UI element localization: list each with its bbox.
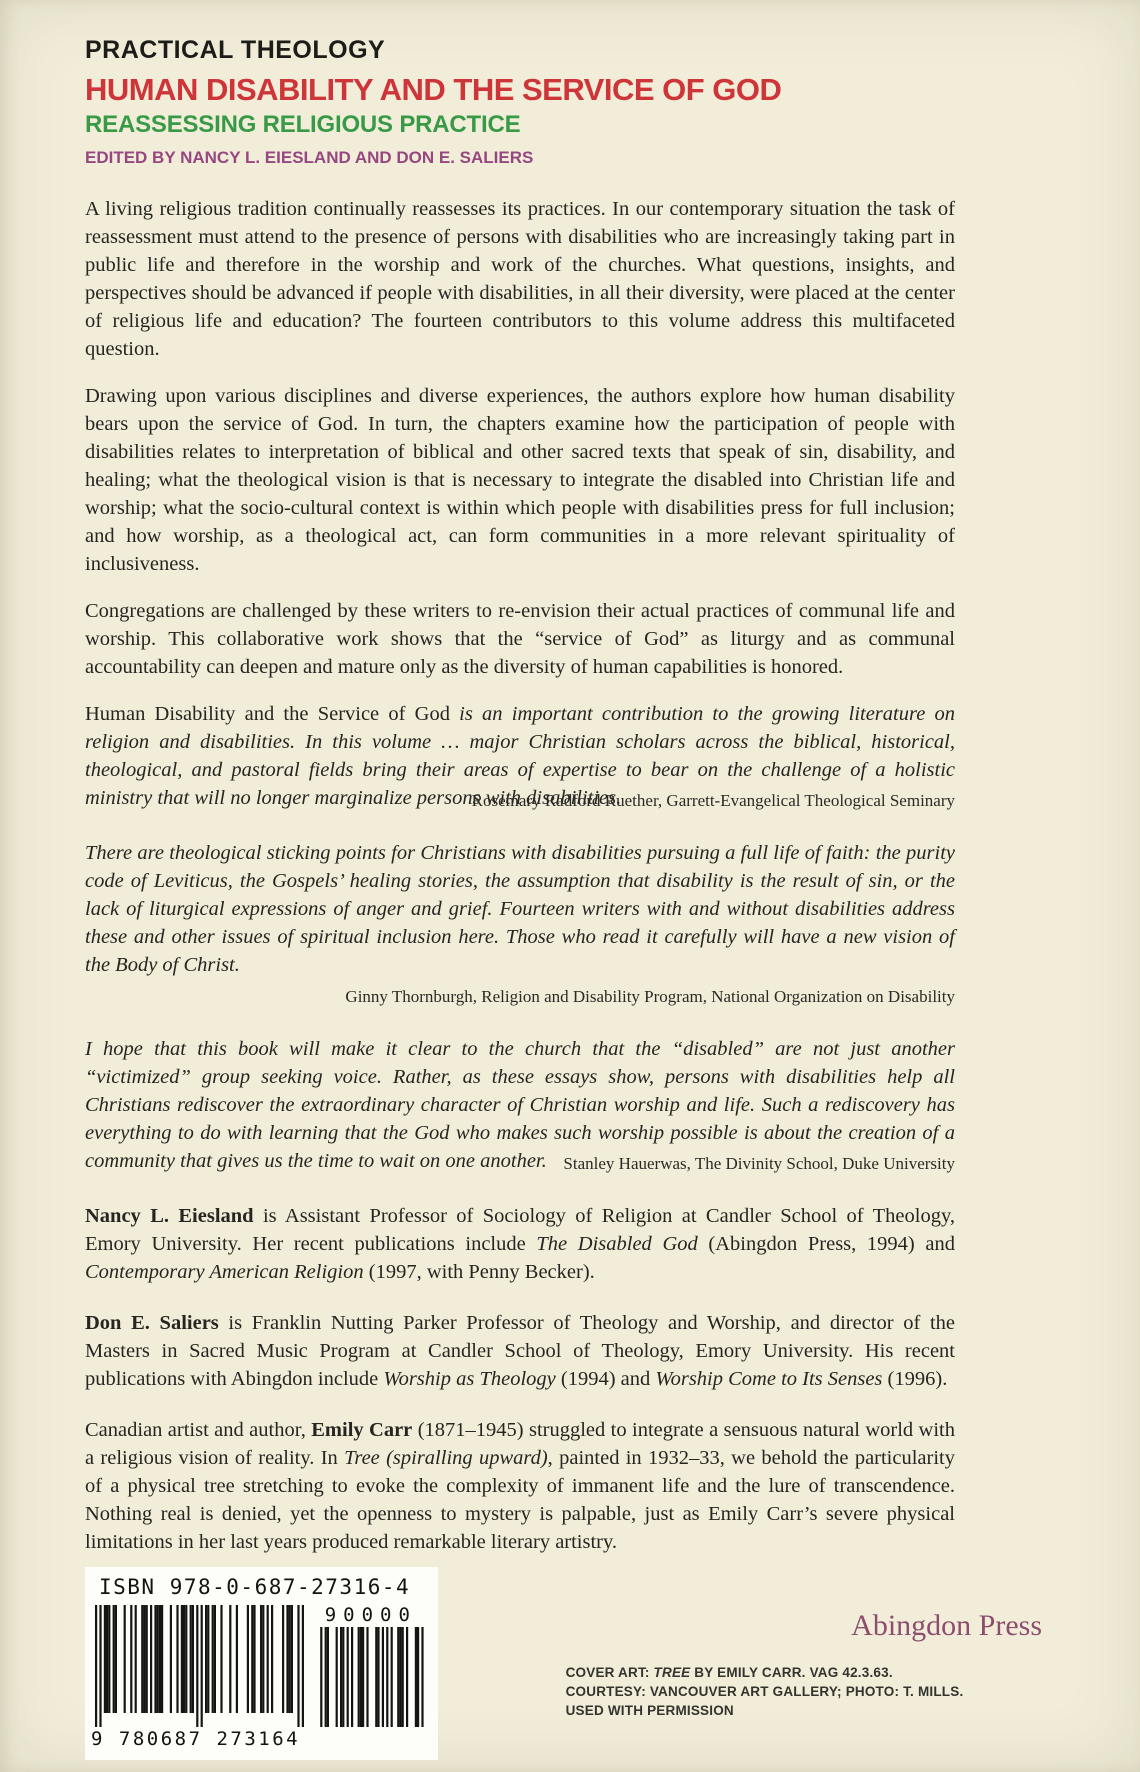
cover-art-credits xyxy=(566,1663,1060,1720)
endorsement-attribution: Ginny Thornburgh, Religion and Disability Program, National Organization on Disability xyxy=(345,987,955,1006)
endorsement-hauerwas xyxy=(85,1035,955,1177)
header xyxy=(85,34,955,169)
series-title: PRACTICAL THEOLOGY xyxy=(85,36,386,64)
endorsements-section xyxy=(85,700,955,1177)
endorsement-attribution: Rosemary Radford Ruether, Garrett-Evangelical Theological Seminary xyxy=(471,791,955,810)
description-paragraph-3: Congregations are challenged by these writers to re-envision their actual practices of communal life and worship. This collaborative work shows that the “service of God” as liturgy and as communal accountability can deepen and mature only as the diversity of human capabilities is honored. xyxy=(85,600,955,678)
bio-eiesland: Nancy L. Eiesland is Assistant Professor of Sociology of Religion at Candler School of Theology, Emory University. Her recent publications include The Disabled God (Abingdon Press, 1994) and Contemporary American Religion (1997, with Penny Becker). xyxy=(85,1205,955,1283)
endorsement-thornburgh xyxy=(85,839,955,1010)
editor-bios-section xyxy=(85,1202,955,1556)
credit-line-2: COURTESY: VANCOUVER ART GALLERY; PHOTO: T. MILLS. xyxy=(565,1684,964,1699)
endorsement-quote: I hope that this book will make it clear to the church that the “disabled” are not just another “victimized” group seeking voice. Rather, as these essays show, persons with disabilities help all Christians rediscover the extraordinary character of Christian worship and life. Such a rediscovery has everything to do with learning that the God who makes such worship possible is about the creation of a community that gives us the time to wait on one another. xyxy=(85,1038,955,1172)
endorsement-ruether xyxy=(85,700,955,814)
footer xyxy=(85,1567,1060,1760)
ean13-barcode xyxy=(95,1605,304,1727)
book-subtitle: REASSESSING RELIGIOUS PRACTICE xyxy=(85,111,521,138)
barcode-row xyxy=(91,1604,424,1750)
description-paragraph-1: A living religious tradition continually reassesses its practices. In our contemporary situation the task of reassessment must attend to the presence of persons with disabilities who are increasingly taking part in public life and therefore in the worship and work of the churches. What questions, insights, and perspectives should be advanced if people with disabilities, in all their diversity, were placed at the center of religious life and education? The fourteen contributors to this volume address this multifaceted question. xyxy=(85,198,955,360)
book-title: HUMAN DISABILITY AND THE SERVICE OF GOD xyxy=(85,72,782,107)
description-section xyxy=(85,195,955,681)
bio-saliers: Don E. Saliers is Franklin Nutting Parker Professor of Theology and Worship, and director of the Masters in Sacred Music Program at Candler School of Theology, Emory University. His recent publications with Abingdon include Worship as Theology (1994) and Worship Come to Its Senses (1996). xyxy=(85,1312,955,1390)
publisher-name: Abingdon Press xyxy=(851,1609,1042,1642)
barcode-digits: 9 780687 273164 xyxy=(91,1728,301,1750)
endorsement-quote: Human Disability and the Service of God is an important contribution to the growing literature on religion and disabilities. In this volume … major Christian scholars across the biblical, historical, theological, and pastoral fields bring their areas of expertise to bear on the challenge of a holistic ministry that will no longer marginalize persons with disabilities. xyxy=(85,703,956,809)
description-paragraph-2: Drawing upon various disciplines and diverse experiences, the authors explore how human disability bears upon the service of God. In turn, the chapters examine how the participation of people with disabilities relates to interpretation of biblical and other sacred texts that speak of sin, disability, and healing; what the theological vision is that is necessary to integrate the disabled into Christian life and worship; what the socio-cultural context is within which people with disabilities press for full inclusion; and how worship, as a theological act, can form communities in a more relevant spirituality of inclusiveness. xyxy=(85,385,955,575)
endorsement-quote: There are theological sticking points for Christians with disabilities pursuing a full life of faith: the purity code of Leviticus, the Gospels’ healing stories, the assumption that disability is the result of sin, or the lack of liturgical expressions of anger and grief. Fourteen writers with and without disabilities address these and other issues of spiritual inclusion here. Those who read it carefully will have a new vision of the Body of Christ. xyxy=(85,842,955,976)
isbn-barcode-box xyxy=(85,1567,438,1760)
isbn-label: ISBN 978-0-687-27316-4 xyxy=(99,1575,411,1599)
endorsement-attribution: Stanley Hauerwas, The Divinity School, Duke University xyxy=(563,1154,955,1173)
cover-art-note: Canadian artist and author, Emily Carr (1871–1945) struggled to integrate a sensuous natural world with a religious vision of reality. In Tree (spiralling upward), painted in 1932–33, we behold the particularity of a physical tree stretching to evoke the complexity of immanent life and the lure of transcendence. Nothing real is denied, yet the openness to mystery is palpable, just as Emily Carr’s severe physical limitations in her last years produced remarkable literary artistry. xyxy=(85,1419,955,1553)
ean5-addon-barcode xyxy=(318,1627,424,1727)
addon-digits: 90000 xyxy=(324,1604,417,1626)
edited-by-line: EDITED BY NANCY L. EIESLAND AND DON E. SALIERS xyxy=(85,148,534,167)
publisher-column xyxy=(438,1567,1060,1720)
credit-line-1: COVER ART: TREE BY EMILY CARR. VAG 42.3.63. xyxy=(565,1665,893,1680)
main-barcode-block xyxy=(91,1605,304,1750)
addon-barcode-block xyxy=(318,1605,424,1727)
credit-line-3: USED WITH PERMISSION xyxy=(565,1703,734,1718)
